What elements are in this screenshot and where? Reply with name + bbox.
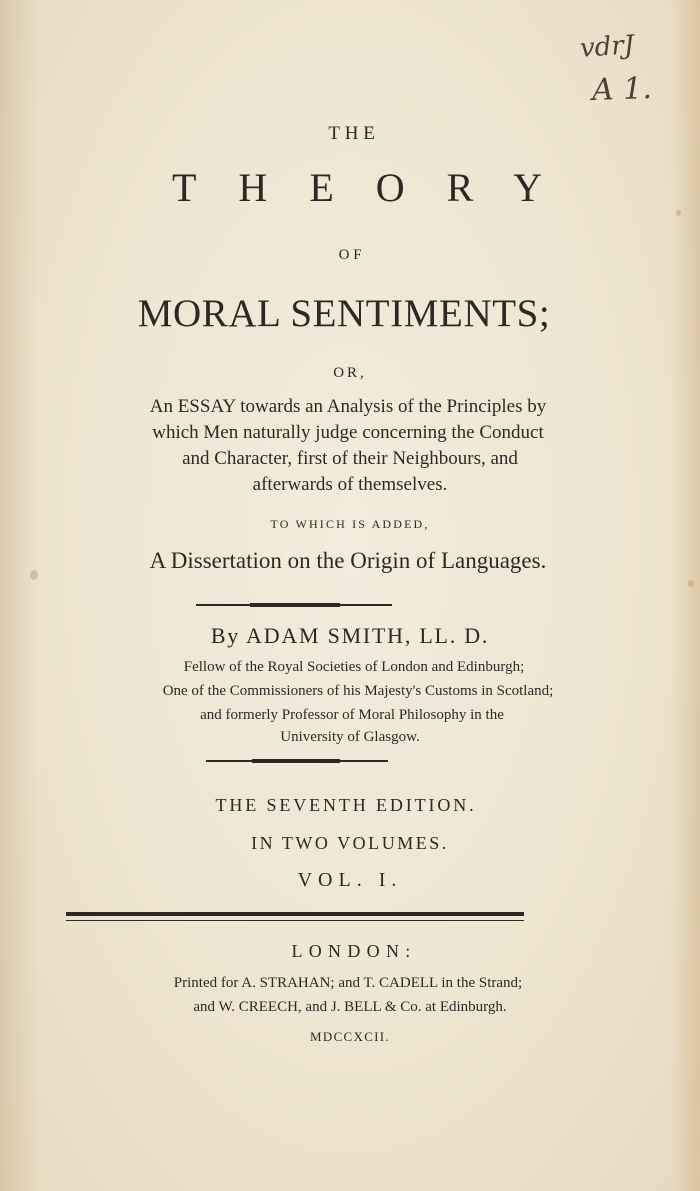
title-the: THE: [328, 123, 380, 144]
imprint-printers-line: Printed for A. STRAHAN; and T. CADELL in the Strand;: [173, 975, 523, 991]
foxing-spot: [676, 210, 681, 216]
title-theory: THEORY: [172, 165, 584, 210]
double-rule-thick: [66, 912, 524, 916]
volume-number: VOL. I.: [297, 869, 403, 891]
imprint-city: LONDON:: [291, 941, 417, 961]
ornamental-rule-center: [252, 759, 340, 763]
double-rule-thin: [66, 920, 524, 921]
title-moral-sentiments: MORAL SENTIMENTS;: [137, 292, 551, 335]
author-credential-line: One of the Commissioners of his Majesty's Customs in Scotland;: [162, 683, 554, 699]
volumes-statement: IN TWO VOLUMES.: [251, 833, 449, 853]
subtitle-essay-line: and Character, first of their Neighbours, and: [182, 448, 518, 469]
to-which-is-added: TO WHICH IS ADDED,: [270, 517, 430, 531]
author-byline: By ADAM SMITH, LL. D.: [210, 623, 490, 648]
imprint-year: MDCCXCII.: [310, 1029, 390, 1044]
dissertation-title: A Dissertation on the Origin of Languages.: [149, 548, 547, 573]
author-credential-line: and formerly Professor of Moral Philosophy in the: [200, 707, 504, 723]
imprint-printers-line: and W. CREECH, and J. BELL & Co. at Edinburgh.: [193, 999, 507, 1015]
handwritten-note: vdrJ: [579, 30, 636, 64]
edition-statement: THE SEVENTH EDITION.: [215, 795, 477, 815]
foxing-spot: [688, 580, 694, 587]
title-of: OF: [338, 247, 366, 263]
subtitle-essay-line: An ESSAY towards an Analysis of the Principles by: [149, 396, 547, 417]
author-credential-line: Fellow of the Royal Societies of London and Edinburgh;: [183, 659, 525, 675]
author-credential-line: University of Glasgow.: [280, 729, 420, 745]
ornamental-rule-center: [250, 603, 340, 607]
subtitle-essay-line: which Men naturally judge concerning the Conduct: [152, 422, 544, 443]
subtitle-or: OR,: [333, 365, 367, 381]
subtitle-essay-line: afterwards of themselves.: [252, 474, 448, 495]
handwritten-volume-note: A 1.: [591, 70, 653, 109]
